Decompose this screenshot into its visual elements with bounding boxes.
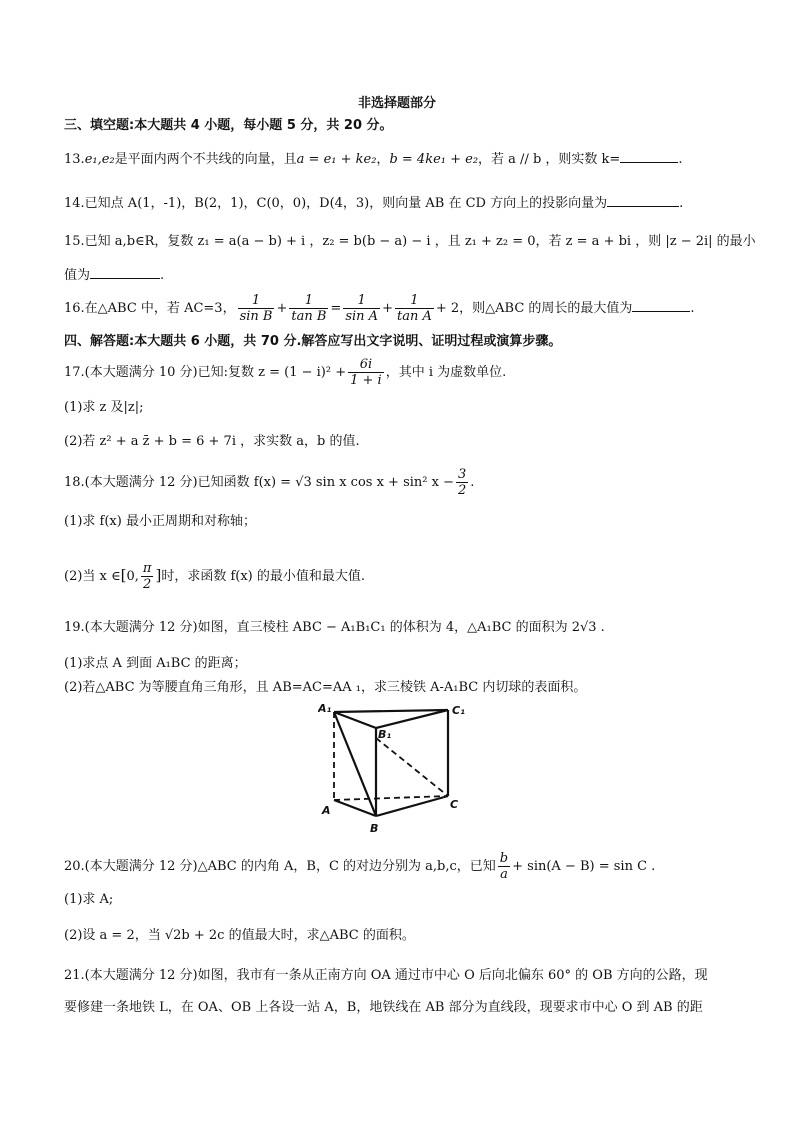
label-b: B: [370, 822, 379, 835]
question-15-line-2: 值为 .: [64, 264, 734, 286]
label-b1: B₁: [378, 728, 392, 741]
q16-fraction-4: $\frac{1}{\text{tan A}}$: [396, 293, 432, 324]
question-21-line-1: 21.(本大题满分 12 分)如图，我市有一条从正南方向 OA 通过市中心 O 后向北偏东 60° 的 OB 方向的公路，现: [64, 968, 708, 983]
question-21-line-2: 要修建一条地铁 L，在 OA、OB 上各设一站 A，B，地铁线在 AB 部分为直线段，现要求市中心 O 到 AB 的距: [64, 1000, 703, 1015]
section-4-heading: 四、解答题:本大题共 6 小题，共 70 分.解答应写出文字说明、证明过程或演算步骤。: [64, 334, 562, 349]
edge-b1-c1: [376, 710, 448, 728]
q16-fraction-1: $\frac{1}{\text{sin B}}$: [239, 293, 273, 324]
question-20-part-2: (2)设 a = 2，当 √2b + 2c 的值最大时，求△ABC 的面积。: [64, 928, 415, 943]
question-17-part-2: (2)若 z² + a z̄ + b = 6 + 7i ，求实数 a，b 的值.: [64, 434, 360, 449]
q16-text-pre: 16.在△ABC 中，若 AC=3，: [64, 301, 236, 316]
question-19-part-2: (2)若△ABC 为等腰直角三角形，且 AB=AC=AA ₁，求三棱铁 A-A₁BC 内切球的表面积。: [64, 680, 587, 695]
q20-fraction: $\frac{b}{a}$: [499, 851, 509, 882]
q18-fraction: $\frac{3}{2}$: [458, 467, 467, 498]
question-20-part-1: (1)求 A;: [64, 892, 114, 907]
edge-a-c: [334, 796, 448, 800]
question-17-part-1: (1)求 z 及|z|;: [64, 400, 144, 415]
prism-figure: [318, 702, 478, 842]
question-19: 19.(本大题满分 12 分)如图，直三棱柱 ABC − A₁B₁C₁ 的体积为 4，△A₁BC 的面积为 2√3 .: [64, 620, 605, 635]
q13-answer-blank[interactable]: [620, 148, 678, 163]
q17-fraction: $\frac{6i}{1 + i}$: [350, 357, 382, 388]
question-17: 17.(本大题满分 10 分)已知:复数 z = (1 − i)² + $\frac{6i}{1 + i}$ ，其中 i 为虚数单位.: [64, 357, 507, 388]
label-a1: A₁: [318, 702, 332, 715]
edge-a1-b: [334, 712, 376, 816]
question-13: 13.e₁,e₂是平面内两个不共线的向量，且a = e₁ + ke₂，b = 4ke₁ + e₂，若 a // b ，则实数 k= .: [64, 148, 734, 170]
q18-interval-fraction: $\frac{\pi}{2}$: [142, 561, 152, 592]
q16-answer-blank[interactable]: [632, 297, 690, 312]
question-16: 16.在△ABC 中，若 AC=3， $\frac{1}{\text{sin B}}$ + $\frac{1}{\text{tan B}}$ = $\frac{1}{\text{sin A}}$ + $\frac{1}{\text{tan A}}$ + 2，则△ABC 的周长的最大值为 .: [64, 293, 695, 324]
page-title: 非选择题部分: [357, 96, 436, 111]
question-20: 20.(本大题满分 12 分)△ABC 的内角 A，B，C 的对边分别为 a,b,c，已知 $\frac{b}{a}$ + sin(A − B) = sin C .: [64, 851, 656, 882]
q14-answer-blank[interactable]: [607, 192, 679, 207]
edge-b1-c: [376, 738, 448, 796]
q13-condition: ，若 a // b ，则实数 k=: [478, 152, 621, 167]
section-3-heading: 三、填空题:本大题共 4 小题，每小题 5 分，共 20 分。: [64, 118, 393, 133]
q14-text: 14.已知点 A(1，-1)，B(2，1)，C(0，0)，D(4，3)，则向量 AB 在 CD 方向上的投影向量为: [64, 196, 608, 211]
q13-vectors: e₁,e₂: [84, 152, 115, 167]
label-c: C: [450, 798, 459, 811]
question-19-part-1: (1)求点 A 到面 A₁BC 的距离；: [64, 656, 247, 671]
label-c1: C₁: [452, 704, 465, 717]
question-14: 14.已知点 A(1，-1)，B(2，1)，C(0，0)，D(4，3)，则向量 AB 在 CD 方向上的投影向量为 .: [64, 192, 734, 214]
question-15-line-1: 15.已知 a,b∈R，复数 z₁ = a(a − b) + i ，z₂ = b(b − a) − i ，且 z₁ + z₂ = 0，若 z = a + bi ，则 |z − 2i| 的最小: [64, 234, 756, 249]
question-18-part-1: (1)求 f(x) 最小正周期和对称轴；: [64, 514, 256, 529]
q16-fraction-3: $\frac{1}{\text{sin A}}$: [345, 293, 379, 324]
q13-vector-a: a = e₁ + ke₂: [296, 152, 377, 167]
q15-text: 值为: [64, 268, 91, 283]
question-18: 18.(本大题满分 12 分)已知函数 f(x) = √3 sin x cos x + sin² x − $\frac{3}{2}$ .: [64, 467, 475, 498]
label-a: A: [322, 804, 331, 817]
q15-answer-blank[interactable]: [90, 264, 160, 279]
q13-comma: ，: [376, 152, 390, 167]
question-18-part-2: (2)当 x ∈[0, $\frac{\pi}{2}$ ]时，求函数 f(x) 的最小值和最大值.: [64, 561, 365, 592]
q16-fraction-2: $\frac{1}{\text{tan B}}$: [291, 293, 327, 324]
q13-number: 13.: [64, 152, 85, 167]
q13-vector-b: b = 4ke₁ + e₂: [389, 152, 479, 167]
q13-text: 是平面内两个不共线的向量，且: [114, 152, 297, 167]
edge-a1-c1: [334, 710, 448, 712]
q16-text-post: ，则△ABC 的周长的最大值为: [459, 301, 633, 316]
